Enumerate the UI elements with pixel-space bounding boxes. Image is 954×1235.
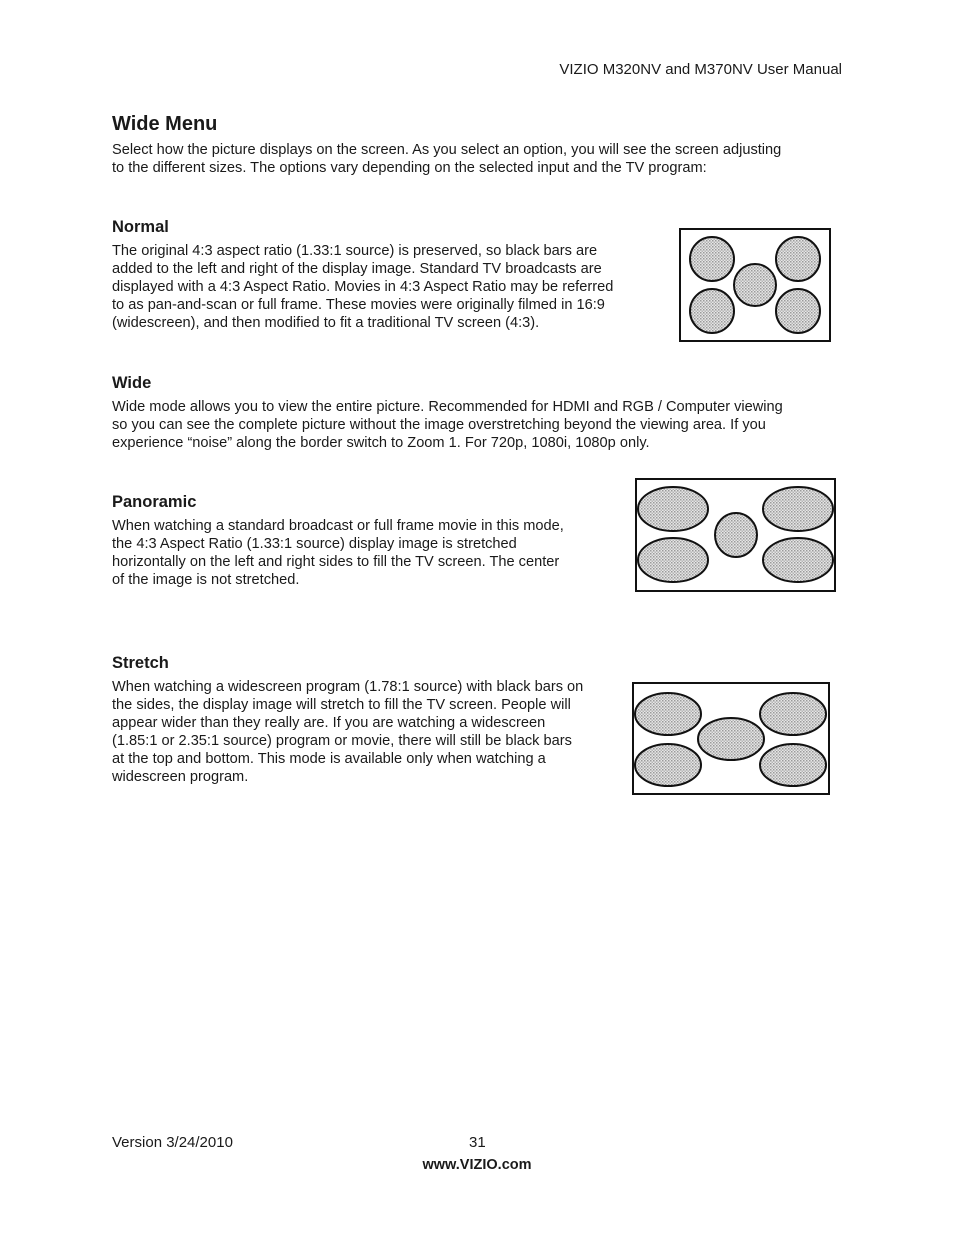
panoramic-line: When watching a standard broadcast or full frame movie in this mode, xyxy=(112,518,564,534)
wide-paragraph xyxy=(112,398,842,452)
panoramic-line: of the image is not stretched. xyxy=(112,572,300,588)
normal-line: (widescreen), and then modified to fit a traditional TV screen (4:3). xyxy=(112,315,540,331)
stretch-line: at the top and bottom. This mode is available only when watching a xyxy=(112,751,546,767)
panoramic-line: the 4:3 Aspect Ratio (1.33:1 source) display image is stretched xyxy=(112,536,517,552)
intro-paragraph xyxy=(112,141,842,177)
stretch-paragraph xyxy=(112,678,624,786)
intro-line: to the different sizes. The options vary depending on the selected input and the TV program: xyxy=(112,160,707,176)
stretch-line: When watching a widescreen program (1.78:1 source) with black bars on xyxy=(112,679,584,695)
wide-line: Wide mode allows you to view the entire picture. Recommended for HDMI and RGB / Computer viewing xyxy=(112,399,783,415)
stretch-mode-illustration xyxy=(632,682,830,795)
normal-line: The original 4:3 aspect ratio (1.33:1 source) is preserved, so black bars are xyxy=(112,243,598,259)
normal-paragraph xyxy=(112,242,662,332)
wide-line: so you can see the complete picture without the image overstretching beyond the viewing area. If you xyxy=(112,417,766,433)
stretch-line: widescreen program. xyxy=(112,769,249,785)
panoramic-paragraph xyxy=(112,517,612,589)
intro-line: Select how the picture displays on the screen. As you select an option, you will see the screen adjusting xyxy=(112,142,782,158)
normal-mode-illustration xyxy=(679,228,831,342)
stretch-heading: Stretch xyxy=(112,654,169,672)
page-number: 31 xyxy=(469,1134,486,1151)
wide-heading: Wide xyxy=(112,374,152,392)
panoramic-line: horizontally on the left and right sides to fill the TV screen. The center xyxy=(112,554,560,570)
normal-line: displayed with a 4:3 Aspect Ratio. Movies in 4:3 Aspect Ratio may be referred xyxy=(112,279,614,295)
stretch-line: (1.85:1 or 2.35:1 source) program or movie, there will still be black bars xyxy=(112,733,572,749)
normal-line: added to the left and right of the display image. Standard TV broadcasts are xyxy=(112,261,602,277)
panoramic-heading: Panoramic xyxy=(112,493,197,511)
version-label: Version 3/24/2010 xyxy=(112,1134,233,1151)
panoramic-mode-illustration xyxy=(635,478,836,592)
website-link[interactable]: www.VIZIO.com xyxy=(422,1157,532,1173)
manual-header: VIZIO M320NV and M370NV User Manual xyxy=(559,61,842,78)
stretch-line: appear wider than they really are. If you are watching a widescreen xyxy=(112,715,546,731)
stretch-line: the sides, the display image will stretch to fill the TV screen. People will xyxy=(112,697,571,713)
wide-line: experience “noise” along the border switch to Zoom 1. For 720p, 1080i, 1080p only. xyxy=(112,435,650,451)
normal-line: to as pan-and-scan or full frame. These movies were originally filmed in 16:9 xyxy=(112,297,605,313)
section-title: Wide Menu xyxy=(112,113,218,135)
normal-heading: Normal xyxy=(112,218,169,236)
